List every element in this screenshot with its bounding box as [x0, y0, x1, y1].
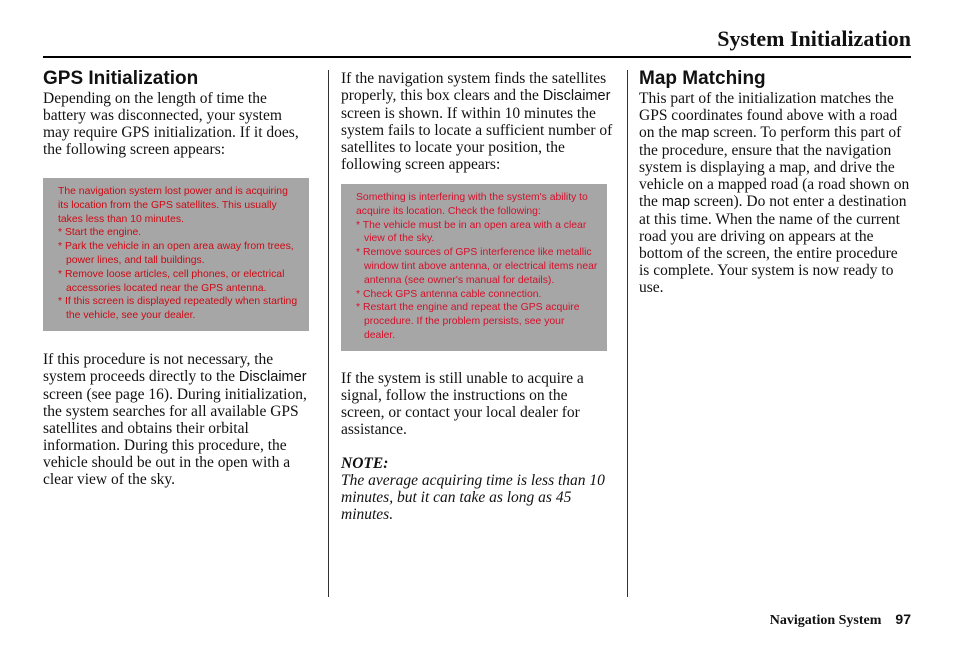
- page-number: 97: [895, 611, 911, 627]
- text-run: screen. To perform this part of the procedure, ensure that the navigation system is displaying a map, and drive the vehicle on a mapped road (a road shown on the: [639, 124, 910, 210]
- screen-checklist: [58, 226, 300, 323]
- middle-column: [341, 70, 613, 523]
- text-run: If this procedure is not necessary, the system proceeds directly to the: [43, 350, 274, 385]
- text-run: screen). Do not enter a destination at this time. When the name of the current road you are driving on appears at the bottom of the screen, the entire procedure is complete. Your system is now ready to use.: [639, 193, 907, 296]
- gps-lost-power-screen: [43, 178, 309, 331]
- page-footer: [770, 610, 911, 630]
- column-divider-2: [627, 70, 628, 597]
- header-rule: [43, 56, 911, 58]
- note-label: NOTE:: [341, 454, 389, 472]
- text-run: If the navigation system finds the satellites properly, this box clears and the: [341, 70, 607, 104]
- disclaimer-screen-name: Disclaimer: [238, 368, 307, 385]
- map-matching-heading: Map Matching: [639, 68, 766, 89]
- map-screen-name: map: [661, 194, 691, 210]
- gps-interference-screen: [341, 184, 607, 351]
- column-divider-1: [328, 70, 329, 597]
- list-item: * Remove loose articles, cell phones, or electrical accessories located near the GPS antenna.: [58, 268, 300, 296]
- list-item: * Park the vehicle in an open area away from trees, power lines, and tall buildings.: [58, 240, 300, 268]
- gps-procedure-paragraph: [43, 351, 311, 488]
- list-item: * The vehicle must be in an open area with a clear view of the sky.: [356, 219, 598, 247]
- satellite-found-paragraph: [341, 70, 613, 173]
- list-item: * Start the engine.: [58, 226, 300, 240]
- text-run: This part of the initialization matches the GPS coordinates found above with a road on the: [639, 90, 898, 141]
- map-matching-column: [639, 68, 911, 296]
- gps-initialization-heading: GPS Initialization: [43, 68, 199, 89]
- gps-initialization-column: [43, 68, 311, 488]
- screen-message: The navigation system lost power and is acquiring its location from the GPS satellites. This usually takes less than 10 minutes.: [58, 186, 288, 225]
- list-item: * Remove sources of GPS interference like metallic window tint above antenna, or electrical items near antenna (see owner's manual for details).: [356, 246, 598, 287]
- text-run: screen (see page 16). During initialization, the system searches for all available GPS satellites and obtains their orbital information. During this procedure, the vehicle should be out in the open with a clear view of the sky.: [43, 385, 307, 488]
- text-run: screen is shown. If within 10 minutes the system fails to locate a sufficient number of satellites to locate your position, the following screen appears:: [341, 105, 613, 173]
- map-matching-paragraph: [639, 90, 911, 296]
- list-item: * If this screen is displayed repeatedly when starting the vehicle, see your dealer.: [58, 295, 300, 323]
- note-text: The average acquiring time is less than 10 minutes, but it can take as long as 45 minutes.: [341, 471, 605, 523]
- unable-to-acquire-paragraph: If the system is still unable to acquire a signal, follow the instructions on the screen, or contact your local dealer for assistance.: [341, 369, 584, 438]
- map-screen-name: map: [681, 125, 710, 141]
- page-title: System Initialization: [717, 26, 911, 51]
- disclaimer-screen-name: Disclaimer: [542, 88, 611, 104]
- list-item: * Check GPS antenna cable connection.: [356, 288, 598, 302]
- footer-section-name: Navigation System: [769, 613, 882, 628]
- list-item: * Restart the engine and repeat the GPS acquire procedure. If the problem persists, see your dealer.: [356, 301, 598, 342]
- screen-checklist: [356, 219, 598, 343]
- gps-intro-paragraph: Depending on the length of time the battery was disconnected, your system may require GPS initialization. If it does, the following screen appears:: [43, 90, 299, 158]
- screen-message: Something is interfering with the system's ability to acquire its location. Check the following:: [356, 192, 588, 217]
